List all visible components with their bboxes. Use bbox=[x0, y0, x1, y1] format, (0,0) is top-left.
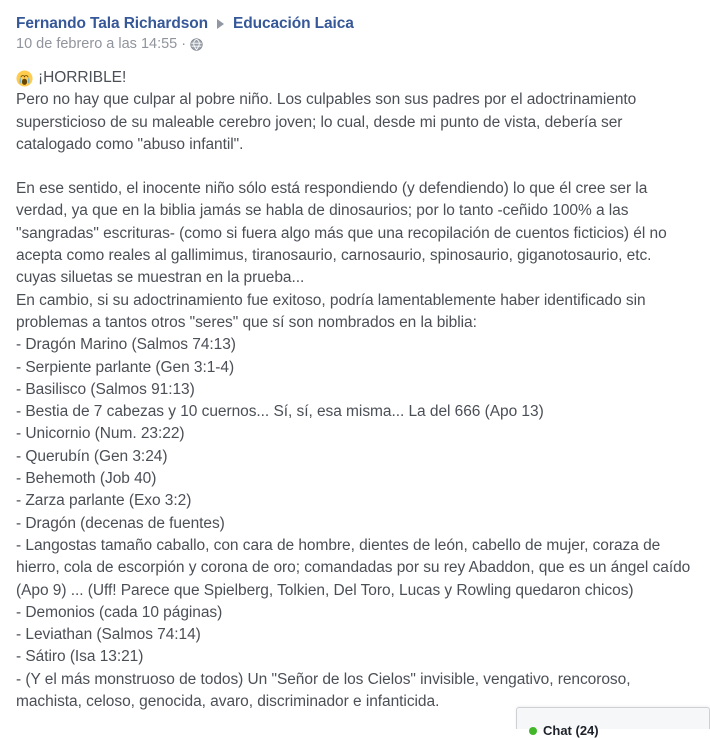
post-header bbox=[16, 14, 694, 53]
list-item: - Querubín (Gen 3:24) bbox=[16, 447, 168, 465]
list-item: - Serpiente parlante (Gen 3:1-4) bbox=[16, 358, 235, 376]
byline bbox=[16, 14, 694, 33]
post-author-link[interactable]: Fernando Tala Richardson bbox=[16, 15, 208, 32]
post-paragraph-1: Pero no hay que culpar al pobre niño. Los culpables son sus padres por el adoctrinamiento supersticioso de su maleable cerebro joven; lo cual, desde mi punto de vista, debería ser catalogado como "abuso infantil". bbox=[16, 91, 637, 153]
chat-bar-content bbox=[529, 723, 599, 738]
list-item: - Zarza parlante (Exo 3:2) bbox=[16, 492, 192, 510]
list-item: - Behemoth (Job 40) bbox=[16, 470, 157, 488]
triangle-right-icon bbox=[217, 19, 224, 29]
post-message bbox=[16, 67, 694, 713]
post-meta-row bbox=[16, 36, 694, 53]
list-item: - (Y el más monstruoso de todos) Un "Señor de los Cielos" invisible, vengativo, rencoroso, machista, celoso, genocida, avaro, discriminador e infanticida. bbox=[16, 670, 631, 711]
list-item: - Bestia de 7 cabezas y 10 cuernos... Sí, sí, esa misma... La del 666 (Apo 13) bbox=[16, 403, 544, 421]
list-item: - Basilisco (Salmos 91:13) bbox=[16, 380, 195, 398]
list-item: - Demonios (cada 10 páginas) bbox=[16, 603, 223, 621]
headline-line bbox=[16, 67, 694, 89]
list-item: - Sátiro (Isa 13:21) bbox=[16, 648, 144, 666]
meta-separator: · bbox=[181, 36, 187, 52]
post-group-link[interactable]: Educación Laica bbox=[232, 15, 354, 32]
online-dot-icon bbox=[529, 727, 537, 735]
globe-icon[interactable] bbox=[190, 38, 203, 51]
list-item: - Langostas tamaño caballo, con cara de hombre, dientes de león, cabello de mujer, coraza de hierro, cola de escorpión y corona de oro; comandadas por su rey Abaddon, que es un ángel caído (Apo 9) ... (Uff! Parece que Spielberg, Tolkien, Del Toro, Lucas y Rowling quedaron chicos) bbox=[16, 536, 691, 599]
chat-bar-label: Chat (24) bbox=[543, 723, 599, 738]
list-item: - Dragón Marino (Salmos 74:13) bbox=[16, 336, 236, 354]
list-item: - Leviathan (Salmos 74:14) bbox=[16, 626, 201, 644]
post-headline: ¡HORRIBLE! bbox=[38, 69, 127, 86]
list-item: - Dragón (decenas de fuentes) bbox=[16, 514, 225, 532]
post-timestamp[interactable]: 10 de febrero a las 14:55 bbox=[16, 36, 178, 52]
post-paragraph-3: En cambio, si su adoctrinamiento fue exitoso, podría lamentablemente haber identificado sin problemas a tantos otros "seres" que sí son nombrados en la biblia: bbox=[16, 291, 646, 331]
loudly-crying-face-emoji bbox=[16, 70, 33, 87]
chat-bar[interactable] bbox=[516, 707, 710, 738]
paragraph-spacer bbox=[16, 156, 694, 178]
list-item: - Unicornio (Num. 23:22) bbox=[16, 425, 185, 443]
post-paragraph-2: En ese sentido, el inocente niño sólo está respondiendo (y defendiendo) lo que él cree ser la verdad, ya que en la biblia jamás se habla de dinosaurios; por lo tanto -ceñido 100% a las "sangradas" escrituras- (como si fuera algo más que una recopilación de cuentos ficticios) él no acepta como reales al gallimimus, tiranosaurio, carnosaurio, spinosaurio, giganotosaurio, etc. cuyas siluetas se muestran en la prueba... bbox=[16, 180, 667, 287]
